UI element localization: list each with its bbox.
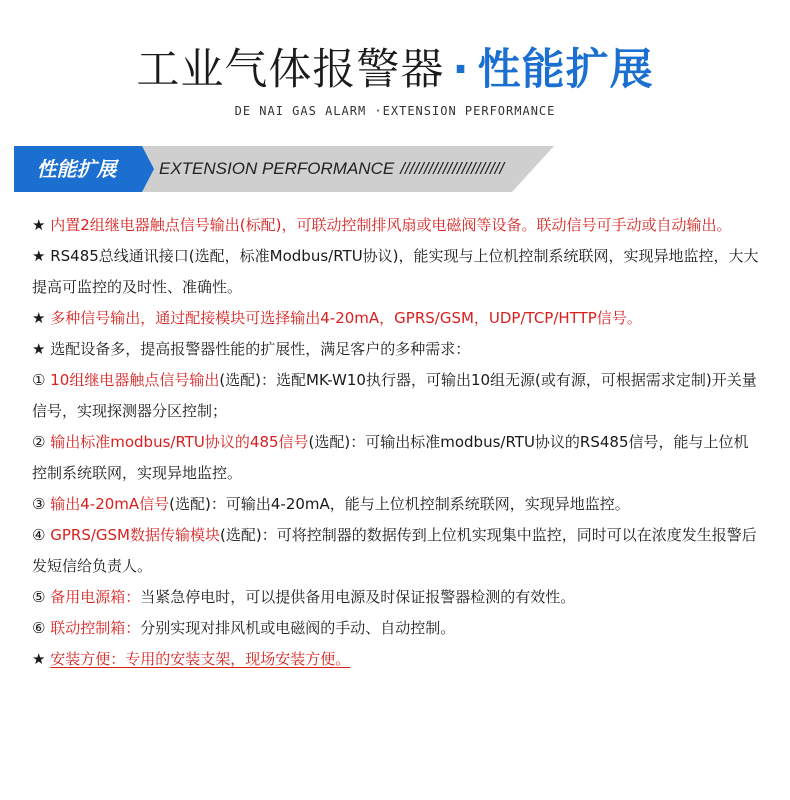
- banner-english-text: EXTENSION PERFORMANCE: [159, 159, 395, 178]
- feature-bullet: ②: [32, 433, 46, 451]
- banner-slashes: //////////////////////: [400, 159, 505, 178]
- feature-item: [32, 613, 762, 644]
- feature-highlight: 输出标准modbus/RTU协议的485信号: [50, 433, 309, 451]
- page-title: [0, 36, 790, 97]
- title-dot: ·: [452, 45, 470, 95]
- feature-highlight: 10组继电器触点信号输出: [50, 371, 220, 389]
- feature-item: [32, 644, 762, 675]
- feature-highlight: 备用电源箱：: [50, 588, 141, 606]
- title-highlight: 性能扩展: [477, 45, 654, 95]
- feature-text: 选配设备多，提高报警器性能的扩展性，满足客户的多种需求：: [50, 340, 471, 358]
- feature-text: (选配)：可将控制器的数据传到上位机实现集中监控，同时可以在浓度发生报警后发短信给负责人。: [32, 526, 757, 575]
- feature-bullet: ★: [32, 650, 46, 668]
- feature-bullet: ★: [32, 247, 46, 265]
- feature-bullet: ★: [32, 340, 46, 358]
- feature-text: (选配)：可输出标准modbus/RTU协议的RS485信号，能与上位机控制系统联网，实现异地监控。: [32, 433, 749, 482]
- feature-item: [32, 489, 762, 520]
- feature-item: [32, 241, 762, 303]
- feature-highlight: 联动控制箱：: [50, 619, 141, 637]
- feature-item: [32, 582, 762, 613]
- feature-text: 分别实现对排风机或电磁阀的手动、自动控制。: [140, 619, 456, 637]
- banner-label: 性能扩展: [36, 157, 117, 181]
- feature-item: [32, 520, 762, 582]
- feature-item: [32, 303, 762, 334]
- feature-bullet: ⑥: [32, 619, 46, 637]
- feature-item: [32, 334, 762, 365]
- banner-english: [159, 146, 504, 192]
- feature-text: (选配)：可输出4-20mA，能与上位机控制系统联网，实现异地监控。: [169, 495, 630, 513]
- feature-highlight: 多种信号输出，通过配接模块可选择输出4-20mA，GPRS/GSM，UDP/TCP/HTTP信号。: [50, 309, 642, 327]
- feature-list: [32, 210, 762, 675]
- feature-bullet: ④: [32, 526, 46, 544]
- feature-bullet: ★: [32, 309, 46, 327]
- feature-text: 当紧急停电时，可以提供备用电源及时保证报警器检测的有效性。: [140, 588, 576, 606]
- title-main: 工业气体报警器: [136, 45, 445, 95]
- feature-item: [32, 210, 762, 241]
- feature-highlight: GPRS/GSM数据传输模块: [50, 526, 220, 544]
- section-banner: [14, 146, 554, 192]
- feature-highlight: 内置2组继电器触点信号输出(标配)，可联动控制排风扇或电磁阀等设备。联动信号可手动或自动输出。: [50, 216, 732, 234]
- feature-text: RS485总线通讯接口(选配，标准Modbus/RTU协议)，能实现与上位机控制系统联网，实现异地监控，大大提高可监控的及时性、准确性。: [32, 247, 759, 296]
- feature-bullet: ★: [32, 216, 46, 234]
- feature-item: [32, 427, 762, 489]
- feature-bullet: ①: [32, 371, 46, 389]
- feature-highlight: 安装方便：专用的安装支架，现场安装方便。: [50, 650, 351, 668]
- feature-text: (选配)：选配MK-W10执行器，可输出10组无源(或有源，可根据需求定制)开关量信号，实现探测器分区控制；: [32, 371, 757, 420]
- feature-bullet: ③: [32, 495, 46, 513]
- page-subtitle: DE NAI GAS ALARM ·EXTENSION PERFORMANCE: [234, 104, 556, 118]
- feature-highlight: 输出4-20mA信号: [50, 495, 170, 513]
- feature-bullet: ⑤: [32, 588, 46, 606]
- feature-item: [32, 365, 762, 427]
